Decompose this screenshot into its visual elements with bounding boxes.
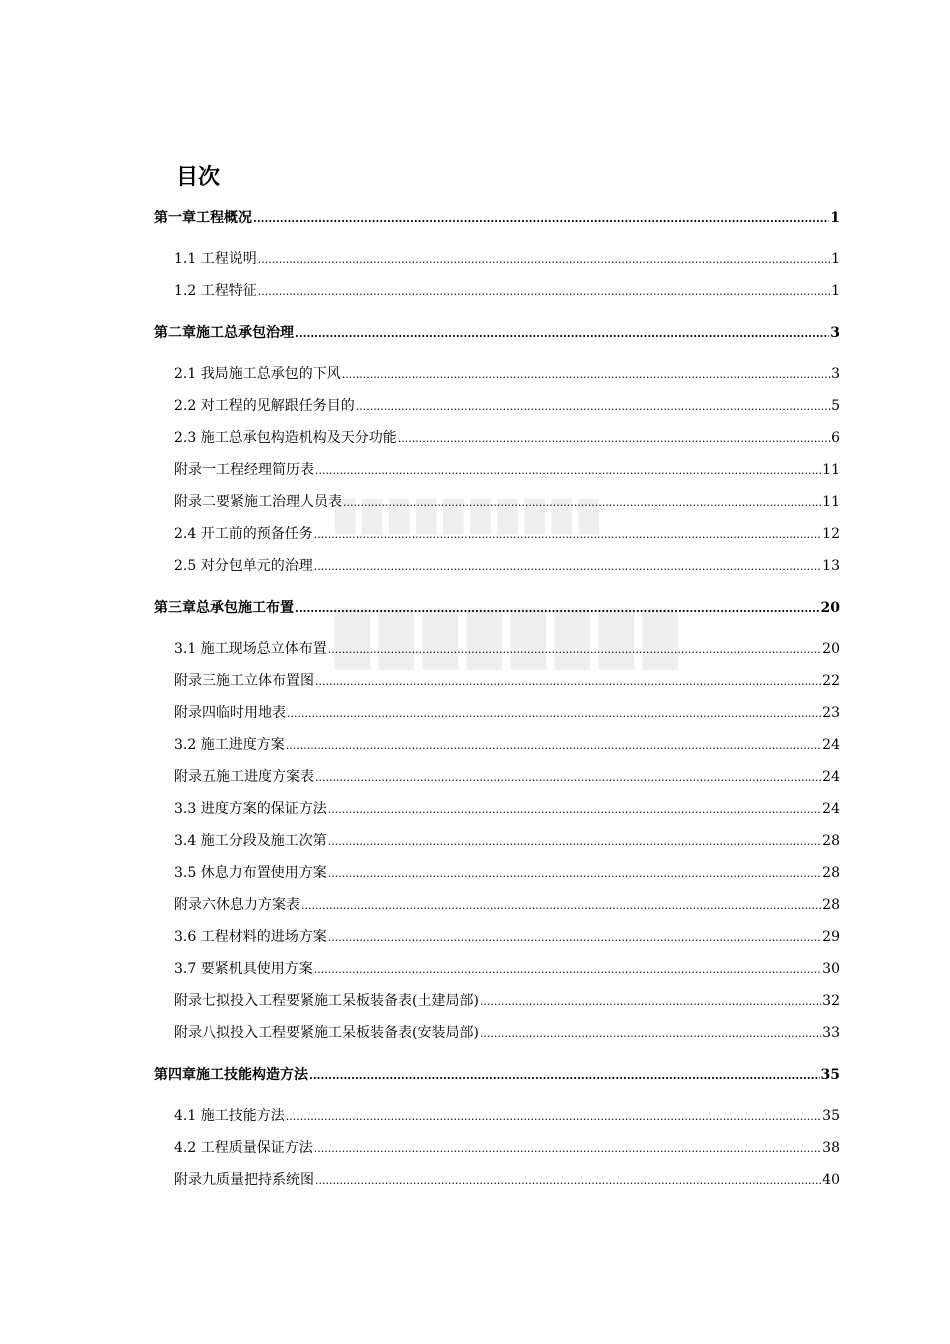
toc-section-entry[interactable]	[174, 557, 840, 576]
toc-section-entry[interactable]	[174, 525, 840, 544]
toc-leader-dots	[315, 1172, 821, 1190]
toc-section-entry[interactable]	[174, 672, 840, 691]
toc-page-number: 3	[830, 325, 840, 341]
toc-section-entry[interactable]	[174, 928, 840, 947]
toc-page-number: 35	[822, 1108, 840, 1124]
toc-chapter-entry[interactable]	[154, 324, 840, 343]
toc-section-entry[interactable]	[174, 768, 840, 787]
toc-page-number: 1	[830, 210, 840, 226]
toc-entry-title: 3.3 进度方案的保证方法	[174, 801, 327, 817]
toc-entry-title: 附录四临时用地表	[174, 705, 286, 721]
toc-leader-dots	[258, 283, 830, 301]
toc-page-number: 40	[822, 1172, 840, 1188]
toc-entry-title: 附录二要紧施工治理人员表	[174, 494, 342, 510]
toc-entry-title: 3.7 要紧机具使用方案	[174, 961, 313, 977]
toc-entry-title: 附录七拟投入工程要紧施工呆板装备表(土建局部)	[174, 993, 479, 1009]
toc-section-entry[interactable]	[174, 493, 840, 512]
toc-section-entry[interactable]	[174, 1024, 840, 1043]
toc-section-entry[interactable]	[174, 704, 840, 723]
toc-entry-title: 附录三施工立体布置图	[174, 673, 314, 689]
toc-page-number: 28	[822, 865, 840, 881]
toc-entry-title: 2.4 开工前的预备任务	[174, 526, 313, 542]
toc-entry-title: 3.5 休息力布置使用方案	[174, 865, 327, 881]
toc-page-number: 28	[822, 833, 840, 849]
toc-page-number: 20	[822, 641, 840, 657]
toc-leader-dots	[398, 430, 830, 448]
toc-page-number: 1	[831, 251, 840, 267]
toc-section-entry[interactable]	[174, 992, 840, 1011]
toc-page-number: 1	[831, 283, 840, 299]
toc-entry-title: 第三章总承包施工布置	[154, 600, 294, 616]
toc-leader-dots	[314, 558, 821, 576]
toc-leader-dots	[314, 961, 821, 979]
toc-leader-dots	[295, 600, 820, 618]
toc-page-number: 35	[820, 1067, 840, 1083]
toc-page-number: 24	[822, 737, 840, 753]
toc-leader-dots	[314, 526, 821, 544]
toc-leader-dots	[295, 325, 829, 343]
toc-page-number: 20	[820, 600, 840, 616]
toc-section-entry[interactable]	[174, 1139, 840, 1158]
toc-title: 目次	[176, 165, 221, 190]
toc-chapter-entry[interactable]	[154, 599, 840, 618]
toc-leader-dots	[480, 1025, 821, 1043]
toc-entry-title: 4.1 施工技能方法	[174, 1108, 285, 1124]
toc-page-number: 11	[822, 462, 840, 478]
toc-section-entry[interactable]	[174, 864, 840, 883]
toc-page-number: 11	[822, 494, 840, 510]
toc-leader-dots	[328, 865, 821, 883]
toc-leader-dots	[328, 929, 821, 947]
toc-chapter-entry[interactable]	[154, 209, 840, 228]
toc-entry-title: 2.5 对分包单元的治理	[174, 558, 313, 574]
toc-page-number: 38	[822, 1140, 840, 1156]
toc-entry-title: 1.2 工程特征	[174, 283, 257, 299]
toc-leader-dots	[343, 494, 821, 512]
toc-section-entry[interactable]	[174, 960, 840, 979]
toc-section-entry[interactable]	[174, 640, 840, 659]
toc-page-number: 30	[822, 961, 840, 977]
toc-page-number: 6	[831, 430, 840, 446]
toc-leader-dots	[328, 641, 821, 659]
toc-page-number: 24	[822, 801, 840, 817]
toc-section-entry[interactable]	[174, 736, 840, 755]
toc-entry-title: 附录六休息力方案表	[174, 897, 300, 913]
toc-entry-title: 第一章工程概况	[154, 210, 252, 226]
watermark: ▉▉▉▉▉▉▉▉▉▉ ▉▉▉▉▉▉▉▉	[335, 500, 687, 670]
toc-leader-dots	[309, 1067, 820, 1085]
toc-leader-dots	[301, 897, 821, 915]
toc-entry-title: 第二章施工总承包治理	[154, 325, 294, 341]
toc-page-number: 29	[822, 929, 840, 945]
toc-leader-dots	[356, 398, 830, 416]
toc-section-entry[interactable]	[174, 429, 840, 448]
toc-page-number: 24	[822, 769, 840, 785]
toc-page-number: 13	[822, 558, 840, 574]
toc-entry-title: 附录八拟投入工程要紧施工呆板装备表(安装局部)	[174, 1025, 479, 1041]
toc-leader-dots	[328, 833, 821, 851]
toc-section-entry[interactable]	[174, 896, 840, 915]
toc-entry-title: 附录一工程经理简历表	[174, 462, 314, 478]
toc-entry-title: 3.2 施工进度方案	[174, 737, 285, 753]
toc-page-number: 28	[822, 897, 840, 913]
toc-leader-dots	[287, 705, 821, 723]
toc-entry-title: 4.2 工程质量保证方法	[174, 1140, 313, 1156]
toc-entry-title: 3.1 施工现场总立体布置	[174, 641, 327, 657]
toc-section-entry[interactable]	[174, 1107, 840, 1126]
toc-chapter-entry[interactable]	[154, 1066, 840, 1085]
toc-page-number: 5	[831, 398, 840, 414]
toc-entry-title: 2.3 施工总承包构造机构及天分功能	[174, 430, 397, 446]
toc-entry-title: 附录五施工进度方案表	[174, 769, 314, 785]
toc-page-number: 12	[822, 526, 840, 542]
toc-page-number: 22	[822, 673, 840, 689]
toc-leader-dots	[328, 801, 821, 819]
toc-leader-dots	[315, 673, 821, 691]
toc-entry-title: 3.6 工程材料的进场方案	[174, 929, 327, 945]
toc-section-entry[interactable]	[174, 250, 840, 269]
toc-leader-dots	[314, 1140, 821, 1158]
toc-page-number: 3	[831, 366, 840, 382]
toc-entry-title: 附录九质量把持系统图	[174, 1172, 314, 1188]
toc-section-entry[interactable]	[174, 832, 840, 851]
toc-entry-title: 2.2 对工程的见解跟任务目的	[174, 398, 355, 414]
toc-leader-dots	[258, 251, 830, 269]
toc-leader-dots	[342, 366, 830, 384]
toc-page-number: 32	[822, 993, 840, 1009]
toc-leader-dots	[315, 462, 821, 480]
toc-leader-dots	[286, 1108, 821, 1126]
toc-entry-title: 第四章施工技能构造方法	[154, 1067, 308, 1083]
toc-section-entry[interactable]	[174, 282, 840, 301]
toc-section-entry[interactable]	[174, 1171, 840, 1190]
toc-leader-dots	[286, 737, 821, 755]
toc-section-entry[interactable]	[174, 800, 840, 819]
toc-section-entry[interactable]	[174, 397, 840, 416]
toc-page-number: 23	[822, 705, 840, 721]
toc-leader-dots	[253, 210, 829, 228]
toc-page-number: 33	[822, 1025, 840, 1041]
toc-entry-title: 3.4 施工分段及施工次第	[174, 833, 327, 849]
toc-section-entry[interactable]	[174, 365, 840, 384]
toc-section-entry[interactable]	[174, 461, 840, 480]
toc-leader-dots	[315, 769, 821, 787]
toc-leader-dots	[480, 993, 821, 1011]
toc-entry-title: 1.1 工程说明	[174, 251, 257, 267]
toc-entry-title: 2.1 我局施工总承包的下风	[174, 366, 341, 382]
